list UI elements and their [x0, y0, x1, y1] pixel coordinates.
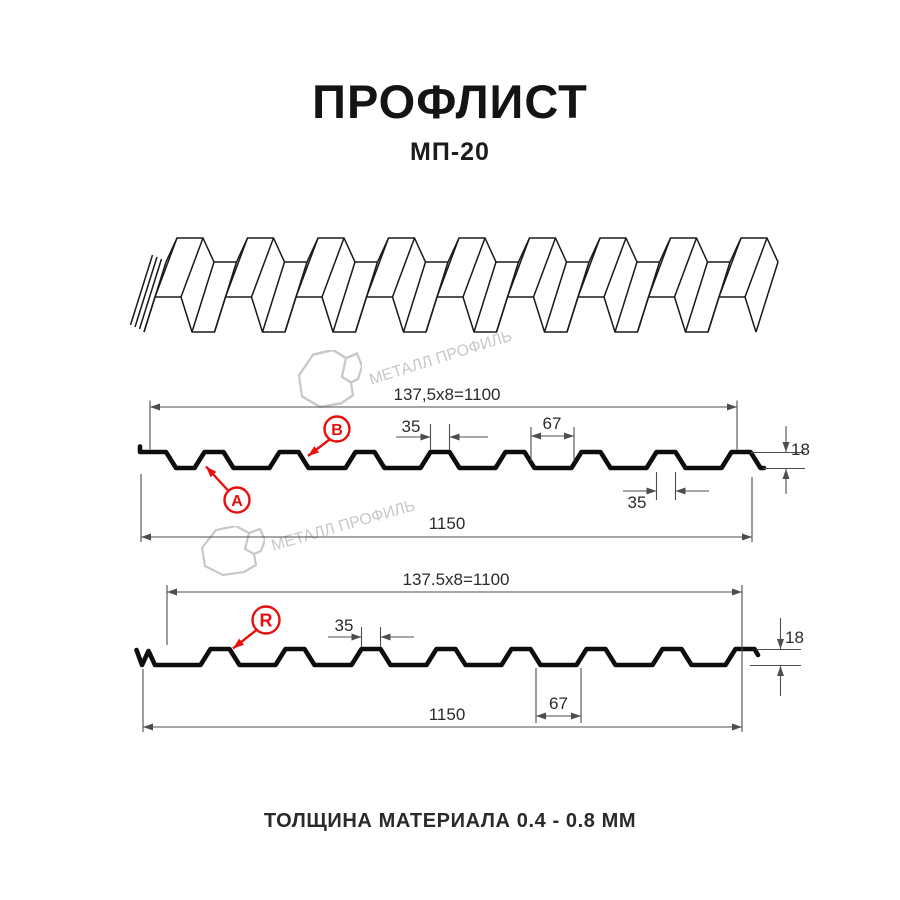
sheet-edge-line — [322, 238, 344, 297]
dim-total-width — [143, 669, 742, 732]
sheet-front-edge — [144, 297, 756, 332]
sheet-edge-line — [745, 238, 767, 297]
dim-rib-bottom-label: 35 — [627, 493, 647, 512]
dim-valley-width — [531, 414, 574, 461]
sheet-edge-line — [463, 238, 485, 297]
sheet-edge-line — [404, 262, 426, 332]
sheet-edge-line — [252, 238, 274, 297]
sheet-edge-line — [675, 238, 697, 297]
profile-section-b — [140, 385, 810, 542]
dim-rib-bottom-width — [623, 472, 709, 512]
dim-rib-top-label: 35 — [401, 417, 421, 436]
dim-valley-label: 67 — [542, 414, 562, 433]
profile-b-outline — [140, 447, 764, 469]
sheet-edge-line — [393, 238, 415, 297]
dim-coverage-label: 137,5x8=1100 — [393, 385, 501, 404]
sheet-edge-line — [181, 238, 203, 297]
dim-coverage-width — [150, 385, 737, 450]
marker-r-letter: R — [259, 610, 273, 631]
dim-rib-top-width — [328, 616, 414, 647]
marker-a — [206, 467, 250, 513]
thickness-note: ТОЛЩИНА МАТЕРИАЛА 0.4 - 0.8 ММ — [263, 810, 637, 832]
sheet-edge-line — [615, 262, 637, 332]
sheet-edge-line — [719, 238, 741, 297]
marker-a-letter: A — [231, 493, 243, 510]
leader-arrow — [308, 440, 330, 457]
profile-r-outline — [137, 649, 759, 665]
sheet-3d-drawing — [131, 238, 779, 332]
page-title: ПРОФЛИСТ — [312, 75, 588, 128]
dim-height-label: 18 — [785, 628, 804, 647]
sheet-edge-line — [226, 238, 248, 297]
sheet-edge-line — [437, 238, 459, 297]
sheet-edge-line — [263, 262, 285, 332]
dim-rib-top-label: 35 — [334, 616, 354, 635]
sheet-edge-line — [604, 238, 626, 297]
sheet-edge-line — [333, 262, 355, 332]
sheet-edge-line — [135, 257, 157, 327]
dim-valley-label: 67 — [549, 694, 568, 713]
leader-arrow — [206, 467, 229, 492]
dim-total-label: 1150 — [428, 514, 466, 533]
sheet-edge-line — [508, 238, 530, 297]
dim-height-label: 18 — [791, 440, 810, 459]
dim-total-label: 1150 — [428, 705, 466, 724]
leader-arrow — [233, 630, 257, 649]
sheet-edge-line — [474, 262, 496, 332]
brand-watermark: МЕТАЛЛ ПРОФИЛЬ — [269, 497, 418, 555]
profile-section-r — [137, 570, 804, 732]
sheet-edge-line — [534, 238, 556, 297]
product-model: МП-20 — [410, 138, 490, 166]
marker-b-letter: B — [331, 422, 343, 439]
sheet-edge-line — [367, 238, 389, 297]
marker-b — [308, 417, 350, 457]
dim-rib-top-width — [396, 417, 488, 450]
sheet-edge-line — [192, 262, 214, 332]
sheet-edge-line — [649, 238, 671, 297]
sheet-back-edge — [166, 238, 778, 262]
sheet-edge-line — [686, 262, 708, 332]
sheet-edge-line — [545, 262, 567, 332]
sheet-edge-line — [296, 238, 318, 297]
dim-coverage-label: 137.5x8=1100 — [402, 570, 510, 589]
header — [0, 74, 900, 167]
sheet-edge-line — [578, 238, 600, 297]
dim-profile-height — [751, 426, 810, 494]
brand-watermark: МЕТАЛЛ ПРОФИЛЬ — [367, 327, 515, 389]
dim-valley-width — [536, 668, 581, 723]
marker-r — [233, 607, 280, 649]
sheet-edge-line — [756, 262, 778, 332]
sheet-edge-line — [140, 259, 162, 329]
